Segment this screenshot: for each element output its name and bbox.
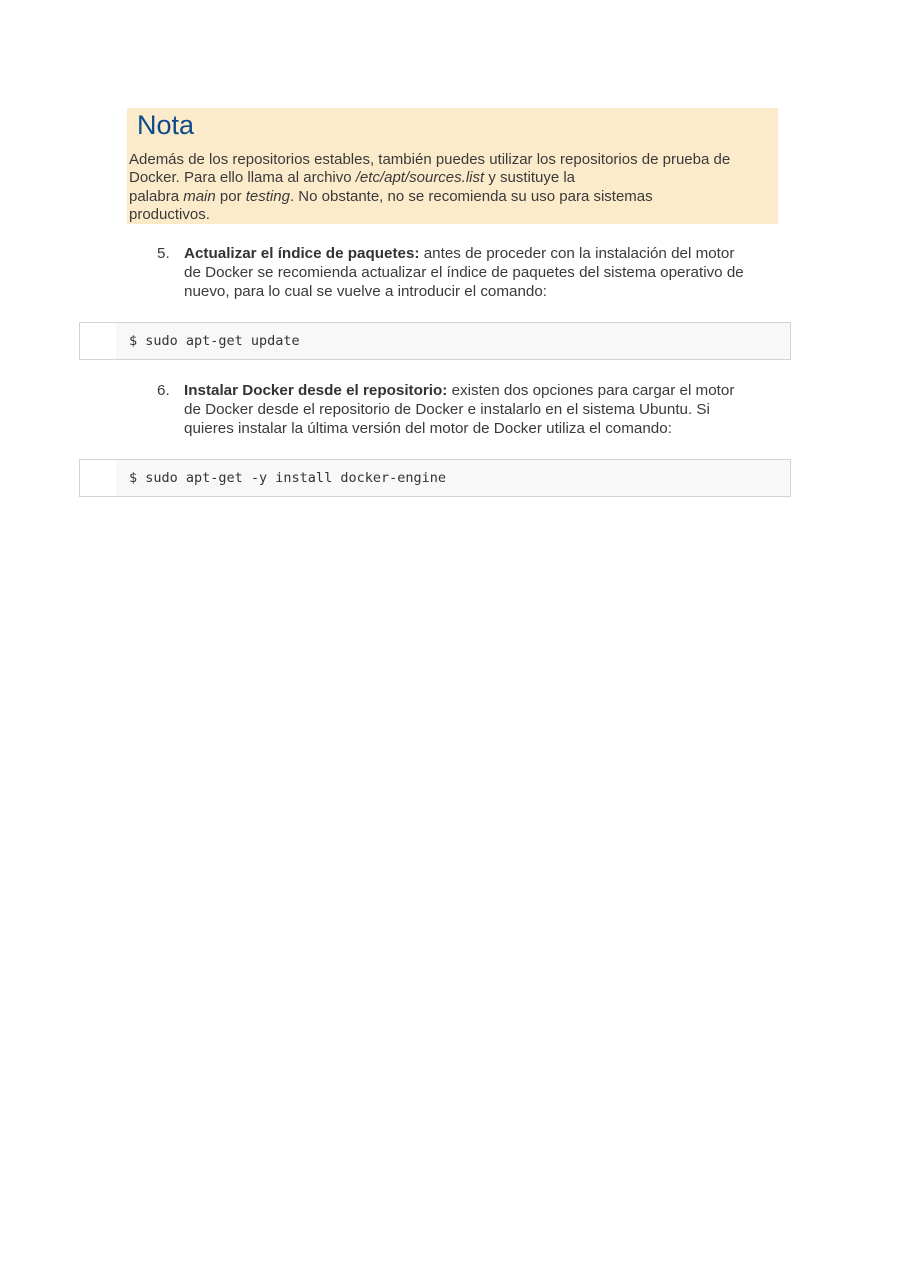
code-area xyxy=(116,323,790,359)
keyword-testing: testing xyxy=(245,187,290,205)
code-block xyxy=(79,459,791,497)
step-heading: Actualizar el índice de paquetes: xyxy=(184,245,420,262)
code-line: $ sudo apt-get update xyxy=(129,333,300,349)
note-box xyxy=(127,108,778,224)
note-text xyxy=(129,151,774,224)
note-line xyxy=(129,151,774,169)
note-text-segment: palabra xyxy=(129,187,184,205)
list-line: quieres instalar la última versión del motor de Docker utiliza el comando: xyxy=(184,419,672,437)
list-number: 5. xyxy=(157,245,170,262)
list-line xyxy=(184,245,776,264)
note-text-segment: Además de los repositorios estables, también puedes utilizar los repositorios de prueba de xyxy=(129,151,731,168)
code-line: $ sudo apt-get -y install docker-engine xyxy=(129,470,446,486)
file-path: /etc/apt/sources.list xyxy=(355,169,485,187)
list-line: nuevo, para lo cual se vuelve a introducir el comando: xyxy=(184,282,548,300)
step-heading: Instalar Docker desde el repositorio: xyxy=(184,382,448,399)
note-title: Nota xyxy=(137,110,195,140)
note-text-segment: . No obstante, no se recomienda su uso para sistemas xyxy=(289,187,653,205)
note-line xyxy=(129,206,774,224)
list-line: de Docker se recomienda actualizar el índice de paquetes del sistema operativo de xyxy=(184,263,744,281)
list-line xyxy=(184,382,776,401)
note-line xyxy=(129,188,774,206)
code-block xyxy=(79,322,791,360)
step-text: antes de proceder con la instalación del motor xyxy=(419,245,735,262)
note-text-segment: Docker. Para ello llama al archivo xyxy=(129,169,356,187)
note-text-segment: y sustituye la xyxy=(484,169,576,187)
note-line xyxy=(129,169,774,187)
list-line: de Docker desde el repositorio de Docker e instalarlo en el sistema Ubuntu. Si xyxy=(184,400,710,418)
note-text-segment: productivos. xyxy=(129,205,210,223)
list-number: 6. xyxy=(157,382,170,399)
step-text: existen dos opciones para cargar el motor xyxy=(447,382,735,399)
code-area xyxy=(116,460,790,496)
list-body xyxy=(184,245,776,301)
keyword-main: main xyxy=(183,187,216,205)
note-text-segment: por xyxy=(215,187,246,205)
list-body xyxy=(184,382,776,438)
